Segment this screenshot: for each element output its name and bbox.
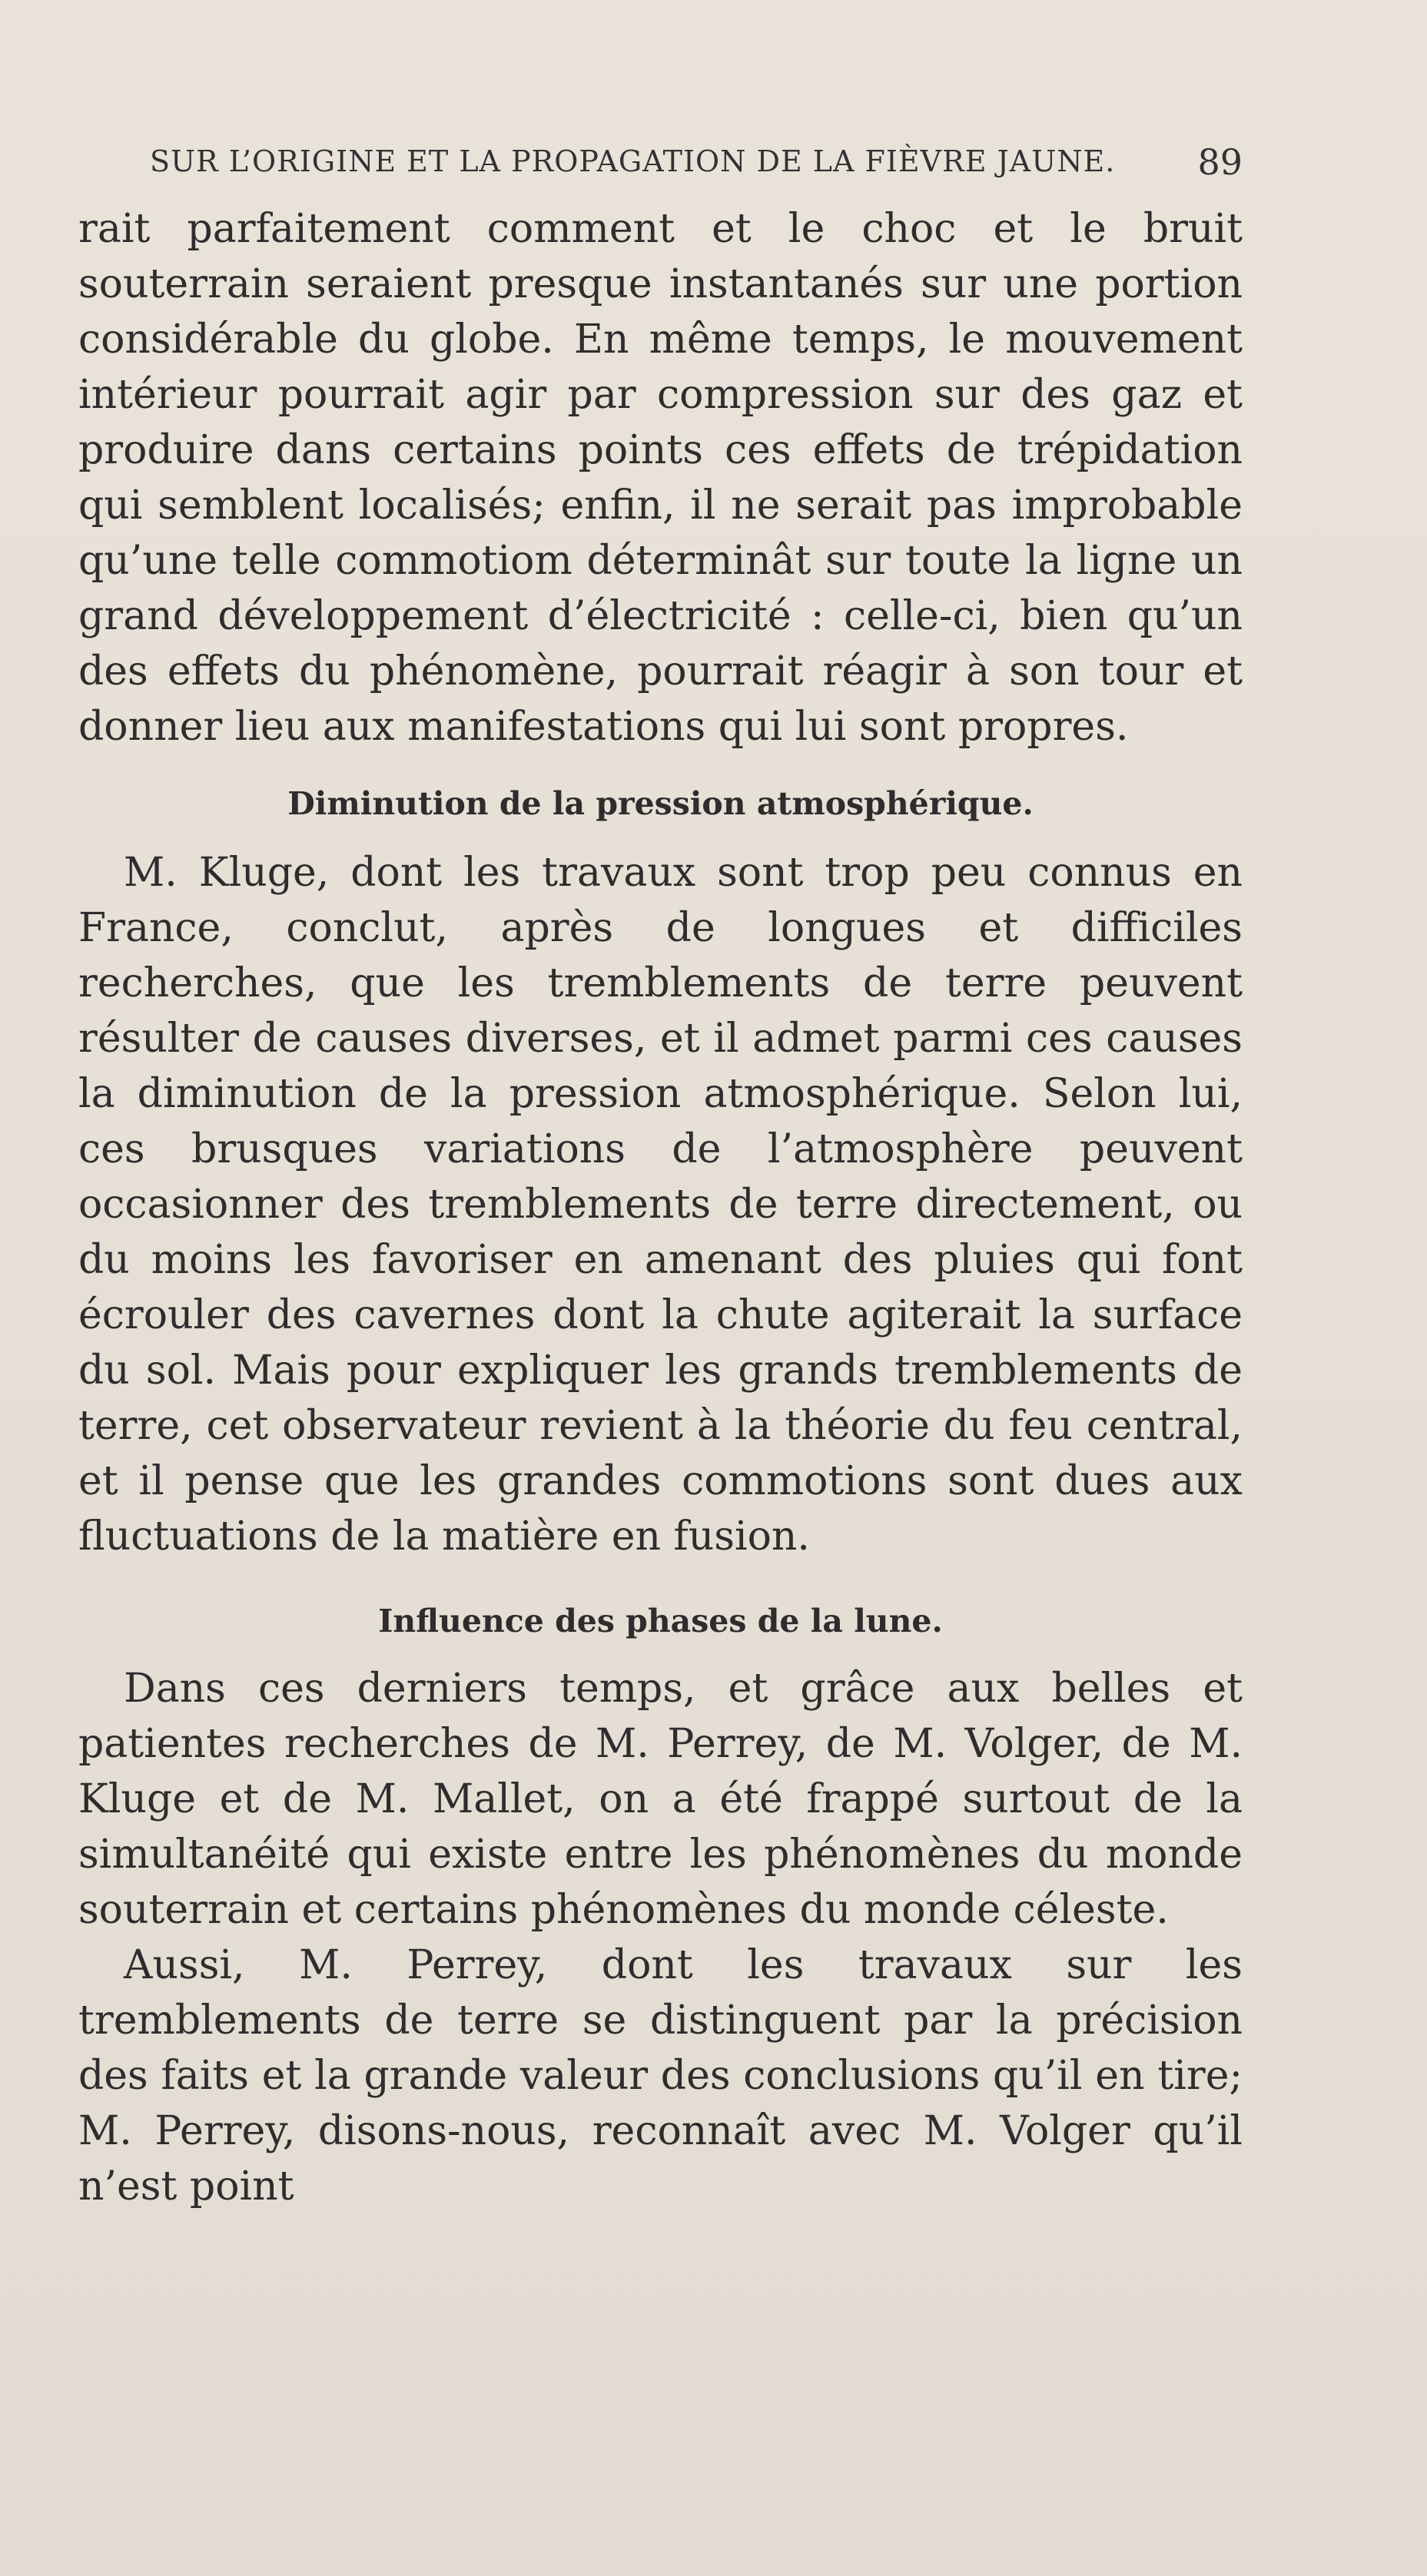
body-text [78, 201, 1243, 2214]
section-heading-moon-text: Influence des phases de la lune. [378, 1603, 943, 1639]
page-number: 89 [1197, 141, 1243, 183]
section-heading-pressure: Diminution de la pression atmosphérique. [287, 785, 1034, 822]
running-head: SUR L’ORIGINE ET LA PROPAGATION DE LA FIÈVRE JAUNE. [150, 144, 1116, 178]
paragraph-continued: rait parfaitement comment et le choc et le bruit souterrain seraient presque instantanés sur une portion considérable du globe. En même temps, le mouvement intérieur pourrait agir par compression sur des gaz et produire dans certains points ces effets de trépidation qui semblent localisés; enfin, il ne serait pas improbable qu’une telle commotiom déterminât sur toute la ligne un grand développement d’électricité : celle-ci, bien qu’un des effets du phénomène, pourrait réagir à son tour et donner lieu aux manifestations qui lui sont propres. [78, 206, 1243, 750]
paragraph-recent-research: Dans ces derniers temps, et grâce aux belles et patientes recherches de M. Perrey, de M. Volger, de M. Kluge et de M. Mallet, on a été frappé surtout de la simultanéité qui existe entre les phénomènes du monde souterrain et certains phénomènes du monde céleste. [78, 1666, 1243, 1933]
paragraph-perrey: Aussi, M. Perrey, dont les travaux sur les tremblements de terre se distinguent par la précision des faits et la grande valeur des conclusions qu’il en tire; M. Perrey, disons-nous, reconnaît avec M. Volger qu’il n’est point [78, 1942, 1243, 2210]
page-header [150, 141, 1243, 191]
paragraph-kluge: M. Kluge, dont les travaux sont trop peu connus en France, conclut, après de longues et difficiles recherches, que les tremblements de terre peuvent résulter de causes diverses, et il admet parmi ces causes la diminution de la pression atmosphérique. Selon lui, ces brusques variations de l’atmosphère peuvent occasionner des tremblements de terre directement, ou du moins les favoriser en amenant des pluies qui font écrouler des cavernes dont la chute agiterait la surface du sol. Mais pour expliquer les grands tremblements de terre, cet observateur revient à la théorie du feu central, et il pense que les grandes commotions sont dues aux fluctuations de la matière en fusion. [78, 850, 1243, 1560]
section-heading-moon [78, 1601, 1243, 1641]
